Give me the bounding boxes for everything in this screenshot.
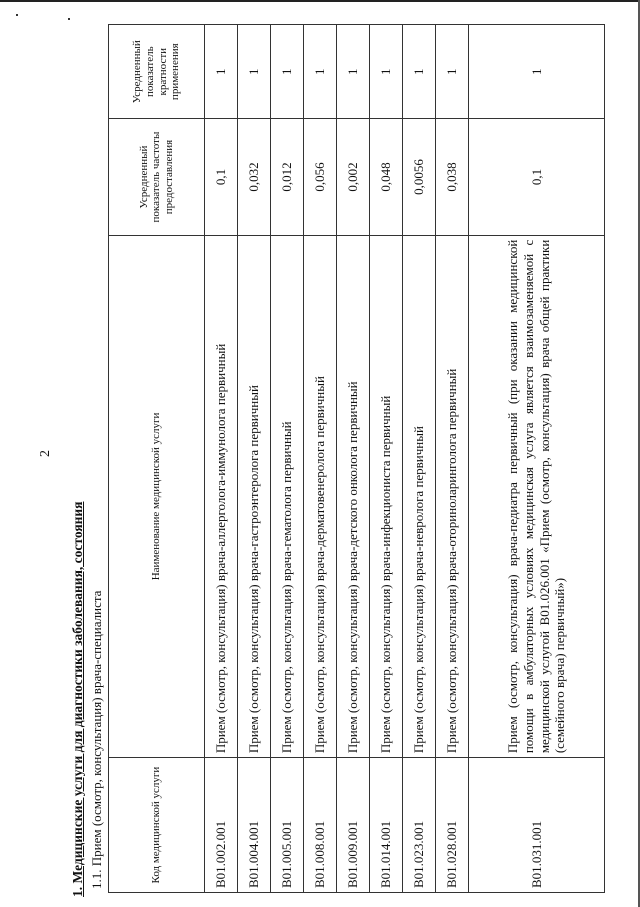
- service-code: B01.031.001: [469, 758, 605, 893]
- header-code: Код медицинской услуги: [109, 758, 205, 893]
- service-code: B01.023.001: [403, 758, 436, 893]
- multiplicity-value: 1: [436, 25, 469, 119]
- frequency-value: 0,056: [304, 119, 337, 235]
- frequency-value: 0,0056: [403, 119, 436, 235]
- service-code: B01.028.001: [436, 758, 469, 893]
- service-name: Прием (осмотр, консультация) врача-педиатра первичный (при оказании медицинской помощи в амбулаторных условиях медицинская услуга является взаимозаменяемой с медицинской услугой B01.026.001 «Прием (осмотр, консультация) врача общей практики (семейного врача) первичный»): [469, 235, 605, 757]
- table-row: [205, 25, 238, 893]
- multiplicity-value: 1: [337, 25, 370, 119]
- table-row: [403, 25, 436, 893]
- service-code: B01.009.001: [337, 758, 370, 893]
- subsection-heading: 1.1. Прием (осмотр, консультация) врача-специалиста: [89, 590, 104, 889]
- service-name: Прием (осмотр, консультация) врача-инфекциониста первичный: [370, 235, 403, 757]
- medical-services-table: [108, 24, 605, 893]
- header-name: Наименование медицинской услуги: [109, 235, 205, 757]
- table-row: [469, 25, 605, 893]
- table-row: [370, 25, 403, 893]
- service-name: Прием (осмотр, консультация) врача-оториноларинголога первичный: [436, 235, 469, 757]
- multiplicity-value: 1: [271, 25, 304, 119]
- service-name: Прием (осмотр, консультация) врача-невролога первичный: [403, 235, 436, 757]
- frequency-value: 0,032: [238, 119, 271, 235]
- service-code: B01.002.001: [205, 758, 238, 893]
- service-name: Прием (осмотр, консультация) врача-аллерголога-иммунолога первичный: [205, 235, 238, 757]
- multiplicity-value: 1: [370, 25, 403, 119]
- table-row: [238, 25, 271, 893]
- service-name: Прием (осмотр, консультация) врача-гастроэнтеролога первичный: [238, 235, 271, 757]
- multiplicity-value: 1: [403, 25, 436, 119]
- frequency-value: 0,012: [271, 119, 304, 235]
- page-number: 2: [38, 450, 53, 457]
- header-multiplicity: Усредненный показатель кратности применения: [109, 25, 205, 119]
- service-name: Прием (осмотр, консультация) врача-дерматовенеролога первичный: [304, 235, 337, 757]
- service-code: B01.008.001: [304, 758, 337, 893]
- frequency-value: 0,002: [337, 119, 370, 235]
- service-code: B01.014.001: [370, 758, 403, 893]
- multiplicity-value: 1: [469, 25, 605, 119]
- table-row: [337, 25, 370, 893]
- service-code: B01.005.001: [271, 758, 304, 893]
- section-heading: 1. Медицинские услуги для диагностики заболевания, состояния: [70, 501, 85, 897]
- multiplicity-value: 1: [205, 25, 238, 119]
- table-header-row: [109, 25, 205, 893]
- frequency-value: 0,048: [370, 119, 403, 235]
- service-code: B01.004.001: [238, 758, 271, 893]
- service-name: Прием (осмотр, консультация) врача-детского онколога первичный: [337, 235, 370, 757]
- frequency-value: 0,1: [205, 119, 238, 235]
- table-row: [271, 25, 304, 893]
- multiplicity-value: 1: [238, 25, 271, 119]
- frequency-value: 0,038: [436, 119, 469, 235]
- frequency-value: 0,1: [469, 119, 605, 235]
- header-frequency: Усредненный показатель частоты предоставления: [109, 119, 205, 235]
- table-row: [436, 25, 469, 893]
- multiplicity-value: 1: [304, 25, 337, 119]
- service-name: Прием (осмотр, консультация) врача-гематолога первичный: [271, 235, 304, 757]
- table-row: [304, 25, 337, 893]
